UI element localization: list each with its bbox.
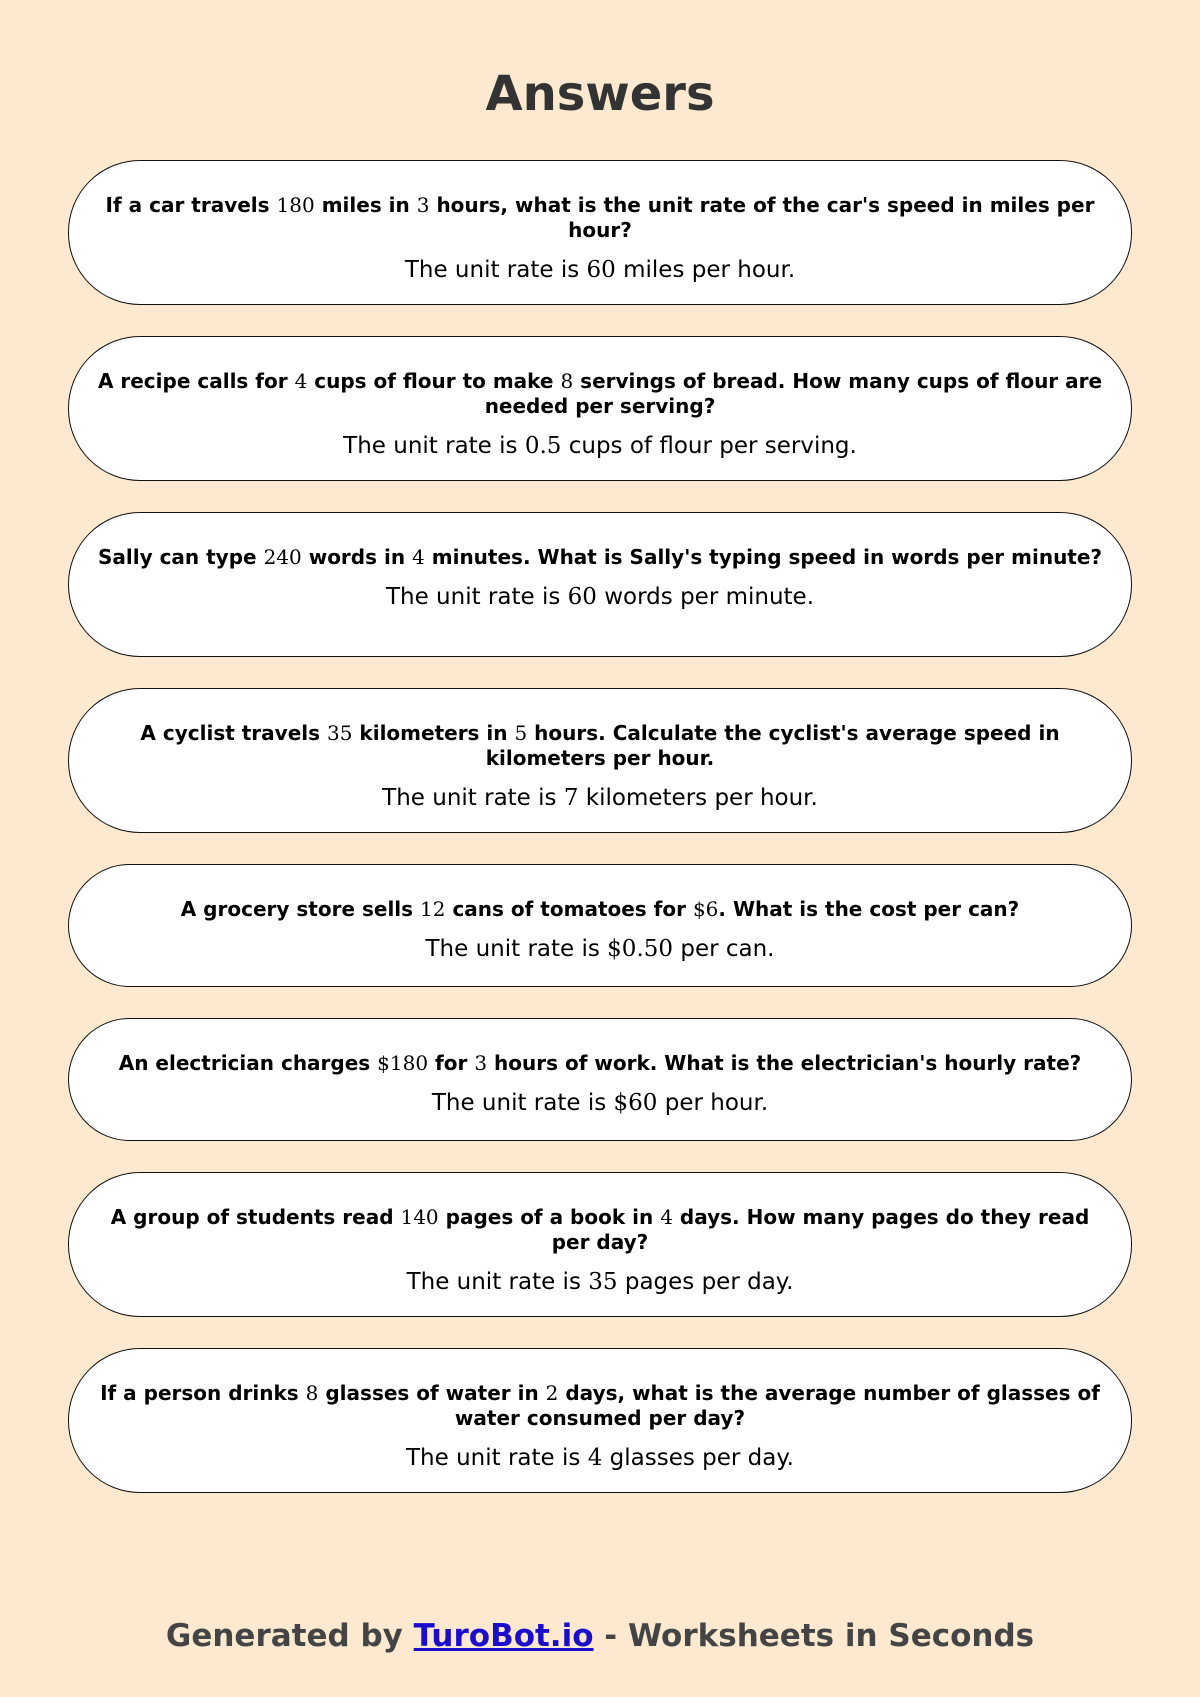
answer-card <box>68 1018 1132 1141</box>
answer-card <box>68 864 1132 987</box>
answer-card <box>68 160 1132 305</box>
question-text: A grocery store sells 12 cans of tomatoes for $6. What is the cost per can? <box>180 897 1020 921</box>
question-text: If a person drinks 8 glasses of water in 2 days, what is the average number of glasses of water consumed per day? <box>100 1381 1100 1430</box>
answer-card <box>68 688 1132 833</box>
answer-text: The unit rate is $60 per hour. <box>431 1090 769 1116</box>
answer-text: The unit rate is 60 words per minute. <box>385 584 815 610</box>
answer-card <box>68 512 1132 657</box>
question-text: An electrician charges $180 for 3 hours of work. What is the electrician's hourly rate? <box>118 1051 1082 1075</box>
page-title: Answers <box>485 66 715 122</box>
answer-card <box>68 1172 1132 1317</box>
answer-card <box>68 1348 1132 1493</box>
question-text: A cyclist travels 35 kilometers in 5 hours. Calculate the cyclist's average speed in kilometers per hour. <box>140 721 1060 770</box>
question-text: A group of students read 140 pages of a book in 4 days. How many pages do they read per day? <box>110 1205 1090 1254</box>
question-text: Sally can type 240 words in 4 minutes. What is Sally's typing speed in words per minute? <box>97 545 1103 569</box>
turobot-link[interactable]: TuroBot.io <box>413 1618 594 1654</box>
answer-text: The unit rate is 7 kilometers per hour. <box>382 785 818 811</box>
answer-text: The unit rate is 60 miles per hour. <box>404 257 796 283</box>
answer-text: The unit rate is 35 pages per day. <box>406 1269 794 1295</box>
answer-text: The unit rate is 0.5 cups of flour per serving. <box>343 433 857 459</box>
footer-suffix: - Worksheets in Seconds <box>593 1618 1035 1654</box>
answer-text: The unit rate is $0.50 per can. <box>425 936 775 962</box>
answer-list <box>68 160 1132 1524</box>
question-text: If a car travels 180 miles in 3 hours, what is the unit rate of the car's speed in miles per hour? <box>105 193 1095 242</box>
answer-card <box>68 336 1132 481</box>
footer <box>0 1618 1200 1655</box>
question-text: A recipe calls for 4 cups of flour to make 8 servings of bread. How many cups of flour are needed per serving? <box>97 369 1103 418</box>
answer-text: The unit rate is 4 glasses per day. <box>406 1445 794 1471</box>
footer-prefix: Generated by <box>165 1618 414 1654</box>
